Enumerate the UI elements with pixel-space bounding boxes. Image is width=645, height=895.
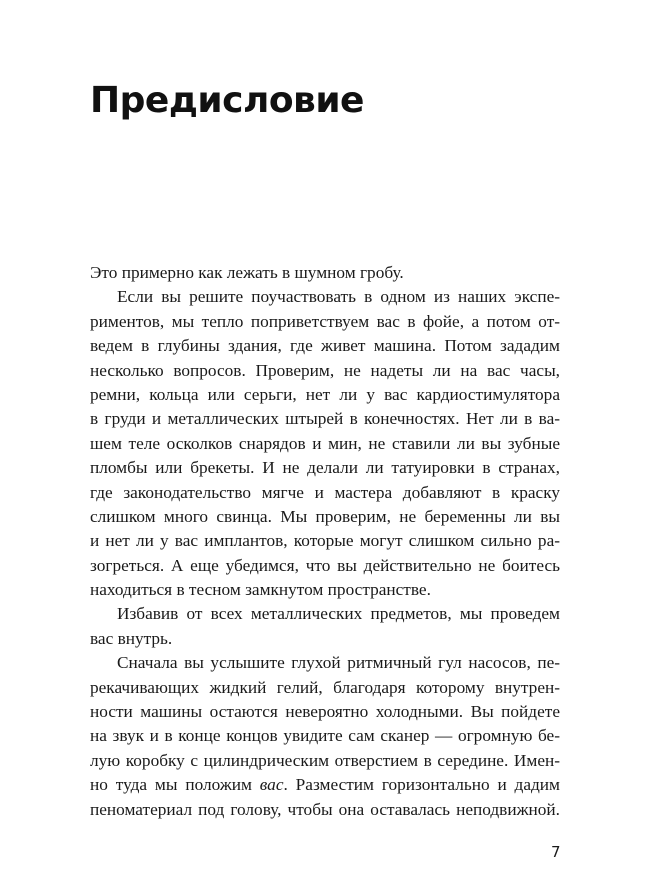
text-line: несколько вопросов. Проверим, не надеты ли на вас часы, (90, 360, 560, 380)
text-line: Если вы решите поучаствовать в одном из наших экспе- (117, 287, 560, 307)
text-line: Это примерно как лежать в шумном гробу. (90, 263, 404, 282)
text-fragment: но туда мы положим (90, 775, 260, 795)
text-line: в груди и металлических штырей в конечностях. Нет ли в ва- (90, 409, 560, 429)
text-line (90, 773, 560, 797)
text-line: шем теле осколков снарядов и мин, не ставили ли вы зубные (90, 433, 560, 453)
text-line: и нет ли у вас имплантов, которые могут слишком сильно ра- (90, 531, 560, 551)
chapter-title: Предисловие (90, 80, 364, 121)
text-line: зогреться. А еще убедимся, что вы действительно не боитесь (90, 555, 560, 575)
emphasis-word: вас (259, 775, 284, 795)
text-line: слишком много свинца. Мы проверим, не беременны ли вы (90, 506, 560, 526)
text-line: вас внутрь. (90, 628, 173, 648)
text-line: находиться в тесном замкнутом пространстве. (90, 580, 431, 600)
chapter-body (90, 261, 560, 822)
page-number: 7 (551, 843, 561, 861)
text-line: рекачивающих жидкий гелий, благодаря которому внутрен- (90, 677, 560, 697)
text-line: ремни, кольца или серьги, нет ли у вас кардиостимулятора (90, 384, 560, 404)
text-line: Избавив от всех металлических предметов, мы проведем (117, 604, 560, 624)
text-line: пломбы или брекеты. И не делали ли татуировки в странах, (90, 458, 560, 478)
text-line: пеноматериал под голову, чтобы она оставалась неподвижной. (90, 799, 560, 819)
text-line: ведем в глубины здания, где живет машина. Потом зададим (90, 336, 560, 356)
text-line: лую коробку с цилиндрическим отверстием в середине. Имен- (90, 750, 560, 770)
text-line: риментов, мы тепло поприветствуем вас в фойе, а потом от- (90, 311, 560, 331)
text-fragment: . Разместим горизонтально и дадим (283, 775, 560, 795)
text-line: Сначала вы услышите глухой ритмичный гул насосов, пе- (117, 653, 560, 673)
text-line: на звук и в конце концов увидите сам сканер — огромную бе- (90, 726, 560, 746)
text-line: где законодательство мягче и мастера добавляют в краску (90, 482, 560, 502)
text-line: ности машины остаются невероятно холодными. Вы пойдете (90, 702, 560, 722)
